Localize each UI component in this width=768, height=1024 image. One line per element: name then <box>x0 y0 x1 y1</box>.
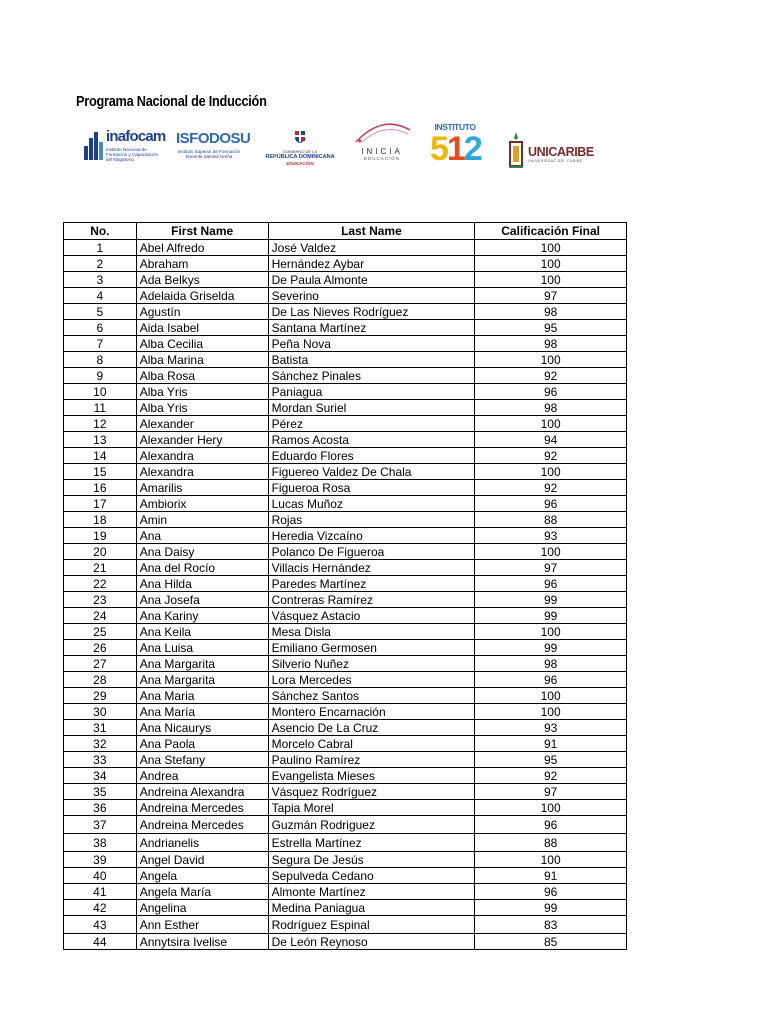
cell-first-name: Andreina Alexandra <box>136 784 268 800</box>
cell-first-name: Alba Yris <box>136 400 268 416</box>
cell-first-name: Agustín <box>136 304 268 320</box>
cell-first-name: Andrea <box>136 768 268 784</box>
rd-name: REPÚBLICA DOMINICANA <box>265 154 335 160</box>
cell-no: 25 <box>64 624 137 640</box>
table-row <box>64 336 627 352</box>
cell-first-name: Ana Paola <box>136 736 268 752</box>
table-row <box>64 384 627 400</box>
table-row <box>64 752 627 768</box>
isfodosu-name: ISFODOSU <box>176 130 251 147</box>
cell-last-name: Almonte Martínez <box>268 884 475 900</box>
cell-final-grade: 100 <box>475 852 627 868</box>
cell-last-name: Figueroa Rosa <box>268 480 475 496</box>
inicia-name: INICIA <box>361 147 403 156</box>
cell-first-name: Ana Kariny <box>136 608 268 624</box>
cell-final-grade: 95 <box>475 320 627 336</box>
table-row <box>64 256 627 272</box>
cell-no: 13 <box>64 432 137 448</box>
table-row <box>64 900 627 916</box>
cell-first-name: Alba Rosa <box>136 368 268 384</box>
cell-no: 26 <box>64 640 137 656</box>
table-row <box>64 868 627 884</box>
page-title: Programa Nacional de Inducción <box>76 94 267 110</box>
cell-final-grade: 91 <box>475 868 627 884</box>
instituto-512-digit-2: 2 <box>463 130 481 168</box>
cell-last-name: Contreras Ramírez <box>268 592 475 608</box>
table-row <box>64 816 627 834</box>
cell-last-name: Vásquez Rodríguez <box>268 784 475 800</box>
cell-no: 3 <box>64 272 137 288</box>
cell-first-name: Ana Margarita <box>136 656 268 672</box>
table-row <box>64 768 627 784</box>
cell-final-grade: 97 <box>475 288 627 304</box>
cell-final-grade: 99 <box>475 608 627 624</box>
cell-final-grade: 96 <box>475 576 627 592</box>
table-row <box>64 352 627 368</box>
table-row <box>64 736 627 752</box>
cell-last-name: Morcelo Cabral <box>268 736 475 752</box>
cell-last-name: Hernández Aybar <box>268 256 475 272</box>
table-row <box>64 512 627 528</box>
cell-first-name: Ana Luisa <box>136 640 268 656</box>
cell-first-name: Alba Marina <box>136 352 268 368</box>
cell-no: 19 <box>64 528 137 544</box>
rd-top-text: GOBIERNO DE LA <box>282 149 318 154</box>
table-body <box>64 240 627 950</box>
cell-final-grade: 85 <box>475 934 627 950</box>
cell-last-name: Santana Martínez <box>268 320 475 336</box>
cell-first-name: Alexander Hery <box>136 432 268 448</box>
cell-first-name: Abel Alfredo <box>136 240 268 256</box>
republica-dominicana-logo <box>264 128 336 172</box>
cell-first-name: Angela <box>136 868 268 884</box>
cell-no: 10 <box>64 384 137 400</box>
cell-no: 23 <box>64 592 137 608</box>
cell-last-name: De Las Nieves Rodríguez <box>268 304 475 320</box>
cell-first-name: Ann Esther <box>136 916 268 934</box>
cell-final-grade: 83 <box>475 916 627 934</box>
grades-table <box>63 222 627 950</box>
cell-no: 41 <box>64 884 137 900</box>
cell-no: 12 <box>64 416 137 432</box>
cell-first-name: Andreina Mercedes <box>136 816 268 834</box>
cell-last-name: Lora Mercedes <box>268 672 475 688</box>
cell-last-name: De León Reynoso <box>268 934 475 950</box>
table-row <box>64 560 627 576</box>
table-row <box>64 576 627 592</box>
cell-final-grade: 92 <box>475 368 627 384</box>
cell-final-grade: 100 <box>475 272 627 288</box>
table-header-row <box>64 223 627 240</box>
isfodosu-subtitle: Instituto Superior de Formación Docente Salomé Ureña <box>177 149 241 159</box>
cell-last-name: Paredes Martínez <box>268 576 475 592</box>
cell-last-name: Figuereo Valdez De Chala <box>268 464 475 480</box>
cell-first-name: Alba Cecilia <box>136 336 268 352</box>
table-row <box>64 834 627 852</box>
cell-no: 21 <box>64 560 137 576</box>
cell-first-name: Ana Keila <box>136 624 268 640</box>
table-row <box>64 672 627 688</box>
cell-no: 22 <box>64 576 137 592</box>
table-row <box>64 884 627 900</box>
cell-last-name: Evangelista Mieses <box>268 768 475 784</box>
table-row <box>64 720 627 736</box>
cell-final-grade: 95 <box>475 752 627 768</box>
cell-last-name: Polanco De Figueroa <box>268 544 475 560</box>
cell-no: 27 <box>64 656 137 672</box>
cell-final-grade: 88 <box>475 834 627 852</box>
cell-first-name: Ana María <box>136 704 268 720</box>
table-row <box>64 320 627 336</box>
cell-last-name: Medina Paniagua <box>268 900 475 916</box>
cell-no: 16 <box>64 480 137 496</box>
cell-last-name: Heredia Vizcaíno <box>268 528 475 544</box>
cell-last-name: Paulino Ramírez <box>268 752 475 768</box>
cell-no: 7 <box>64 336 137 352</box>
instituto-512-label: INSTITUTO <box>434 122 476 132</box>
cell-last-name: Montero Encarnación <box>268 704 475 720</box>
column-header-first-name: First Name <box>136 223 268 240</box>
cell-final-grade: 98 <box>475 304 627 320</box>
inafocam-subtitle: Instituto Nacional de Formación y Capacitación del Magisterio <box>106 147 159 162</box>
cell-no: 42 <box>64 900 137 916</box>
cell-no: 28 <box>64 672 137 688</box>
column-header-final-grade: Calificación Final <box>475 223 627 240</box>
cell-first-name: Andreina Mercedes <box>136 800 268 816</box>
cell-first-name: Ana Daisy <box>136 544 268 560</box>
cell-final-grade: 96 <box>475 884 627 900</box>
cell-no: 32 <box>64 736 137 752</box>
cell-final-grade: 96 <box>475 384 627 400</box>
cell-last-name: Eduardo Flores <box>268 448 475 464</box>
cell-final-grade: 92 <box>475 768 627 784</box>
cell-no: 18 <box>64 512 137 528</box>
cell-no: 15 <box>64 464 137 480</box>
cell-no: 4 <box>64 288 137 304</box>
instituto-512-number <box>430 132 480 166</box>
cell-first-name: Ana del Rocío <box>136 560 268 576</box>
table-row <box>64 916 627 934</box>
cell-final-grade: 96 <box>475 672 627 688</box>
unicaribe-name: UNICARIBE <box>528 145 594 159</box>
cell-no: 6 <box>64 320 137 336</box>
cell-first-name: Ana Stefany <box>136 752 268 768</box>
cell-final-grade: 98 <box>475 656 627 672</box>
cell-final-grade: 92 <box>475 448 627 464</box>
cell-last-name: Asencio De La Cruz <box>268 720 475 736</box>
cell-final-grade: 97 <box>475 560 627 576</box>
table-row <box>64 416 627 432</box>
cell-no: 29 <box>64 688 137 704</box>
cell-first-name: Ambiorix <box>136 496 268 512</box>
cell-no: 38 <box>64 834 137 852</box>
table-row <box>64 480 627 496</box>
cell-no: 43 <box>64 916 137 934</box>
cell-no: 30 <box>64 704 137 720</box>
cell-final-grade: 100 <box>475 704 627 720</box>
cell-final-grade: 98 <box>475 400 627 416</box>
column-header-last-name: Last Name <box>268 223 475 240</box>
cell-final-grade: 91 <box>475 736 627 752</box>
cell-first-name: Alba Yris <box>136 384 268 400</box>
table-row <box>64 624 627 640</box>
cell-last-name: Silverio Nuñez <box>268 656 475 672</box>
cell-first-name: Abraham <box>136 256 268 272</box>
cell-no: 14 <box>64 448 137 464</box>
cell-final-grade: 88 <box>475 512 627 528</box>
cell-first-name: Alexander <box>136 416 268 432</box>
table-row <box>64 656 627 672</box>
cell-no: 33 <box>64 752 137 768</box>
cell-last-name: Segura De Jesús <box>268 852 475 868</box>
cell-last-name: Estrella Martínez <box>268 834 475 852</box>
table-row <box>64 400 627 416</box>
cell-no: 9 <box>64 368 137 384</box>
cell-last-name: Sánchez Santos <box>268 688 475 704</box>
cell-no: 37 <box>64 816 137 834</box>
cell-last-name: Sánchez Pinales <box>268 368 475 384</box>
cell-final-grade: 99 <box>475 592 627 608</box>
inicia-logo <box>350 120 414 166</box>
cell-final-grade: 100 <box>475 464 627 480</box>
cell-first-name: Ana Josefa <box>136 592 268 608</box>
cell-last-name: Rodríguez Espinal <box>268 916 475 934</box>
cell-last-name: Tapia Morel <box>268 800 475 816</box>
cell-last-name: Guzmán Rodriguez <box>268 816 475 834</box>
table-row <box>64 704 627 720</box>
cell-final-grade: 92 <box>475 480 627 496</box>
cell-final-grade: 99 <box>475 640 627 656</box>
cell-final-grade: 100 <box>475 256 627 272</box>
cell-final-grade: 100 <box>475 624 627 640</box>
table-row <box>64 368 627 384</box>
cell-no: 24 <box>64 608 137 624</box>
cell-first-name: Ana Maria <box>136 688 268 704</box>
table-row <box>64 528 627 544</box>
isfodosu-logo <box>176 130 251 172</box>
cell-no: 35 <box>64 784 137 800</box>
cell-first-name: Ana Margarita <box>136 672 268 688</box>
cell-no: 11 <box>64 400 137 416</box>
coat-of-arms-icon <box>292 128 308 144</box>
table-row <box>64 464 627 480</box>
cell-first-name: Alexandra <box>136 464 268 480</box>
inafocam-bars-icon <box>84 132 102 160</box>
cell-final-grade: 100 <box>475 416 627 432</box>
cell-first-name: Alexandra <box>136 448 268 464</box>
cell-last-name: De Paula Almonte <box>268 272 475 288</box>
cell-first-name: Amarilis <box>136 480 268 496</box>
table-row <box>64 304 627 320</box>
cell-first-name: Andrianelis <box>136 834 268 852</box>
table-row <box>64 272 627 288</box>
cell-first-name: Angela María <box>136 884 268 900</box>
table-row <box>64 288 627 304</box>
cell-no: 5 <box>64 304 137 320</box>
cell-no: 34 <box>64 768 137 784</box>
inicia-arc-icon <box>352 120 412 144</box>
unicaribe-emblem-icon <box>508 130 524 170</box>
cell-no: 17 <box>64 496 137 512</box>
rd-education: EDUCACIÓN <box>286 161 314 166</box>
cell-last-name: Sepulveda Cedano <box>268 868 475 884</box>
cell-last-name: Batista <box>268 352 475 368</box>
cell-last-name: Peña Nova <box>268 336 475 352</box>
cell-last-name: Mordan Suriel <box>268 400 475 416</box>
table-row <box>64 608 627 624</box>
cell-no: 2 <box>64 256 137 272</box>
table-row <box>64 784 627 800</box>
cell-no: 8 <box>64 352 137 368</box>
cell-final-grade: 93 <box>475 528 627 544</box>
cell-final-grade: 94 <box>475 432 627 448</box>
cell-final-grade: 100 <box>475 688 627 704</box>
cell-no: 40 <box>64 868 137 884</box>
cell-last-name: Ramos Acosta <box>268 432 475 448</box>
cell-first-name: Adelaida Griselda <box>136 288 268 304</box>
cell-last-name: Paniagua <box>268 384 475 400</box>
cell-final-grade: 98 <box>475 336 627 352</box>
instituto-512-logo <box>430 122 480 176</box>
table-row <box>64 800 627 816</box>
cell-last-name: Lucas Muñoz <box>268 496 475 512</box>
unicaribe-subtitle: UNIVERSIDAD DEL CARIBE <box>528 159 583 163</box>
table-row <box>64 688 627 704</box>
cell-final-grade: 100 <box>475 240 627 256</box>
cell-last-name: Vásquez Astacio <box>268 608 475 624</box>
cell-no: 31 <box>64 720 137 736</box>
cell-last-name: Severino <box>268 288 475 304</box>
table-row <box>64 240 627 256</box>
cell-first-name: Ana Hilda <box>136 576 268 592</box>
cell-first-name: Ana Nicaurys <box>136 720 268 736</box>
cell-no: 39 <box>64 852 137 868</box>
table-row <box>64 640 627 656</box>
cell-final-grade: 96 <box>475 496 627 512</box>
cell-final-grade: 96 <box>475 816 627 834</box>
cell-final-grade: 93 <box>475 720 627 736</box>
cell-last-name: Pérez <box>268 416 475 432</box>
table-row <box>64 432 627 448</box>
cell-last-name: José Valdez <box>268 240 475 256</box>
table-row <box>64 448 627 464</box>
cell-first-name: Annytsira Ivelise <box>136 934 268 950</box>
cell-first-name: Angel David <box>136 852 268 868</box>
cell-final-grade: 99 <box>475 900 627 916</box>
cell-first-name: Ada Belkys <box>136 272 268 288</box>
cell-last-name: Rojas <box>268 512 475 528</box>
cell-first-name: Aida Isabel <box>136 320 268 336</box>
instituto-512-digit-5: 5 <box>430 130 447 168</box>
cell-no: 20 <box>64 544 137 560</box>
cell-last-name: Mesa Disla <box>268 624 475 640</box>
cell-no: 1 <box>64 240 137 256</box>
cell-first-name: Angelina <box>136 900 268 916</box>
cell-no: 36 <box>64 800 137 816</box>
table-row <box>64 544 627 560</box>
table-row <box>64 496 627 512</box>
cell-first-name: Amin <box>136 512 268 528</box>
inicia-subtitle: EDUCACIÓN <box>363 156 400 161</box>
cell-last-name: Villacis Hernández <box>268 560 475 576</box>
table-row <box>64 852 627 868</box>
column-header-no: No. <box>64 223 137 240</box>
cell-final-grade: 100 <box>475 352 627 368</box>
table-row <box>64 934 627 950</box>
inafocam-logo <box>84 126 166 166</box>
cell-last-name: Emiliano Germosen <box>268 640 475 656</box>
cell-final-grade: 100 <box>475 800 627 816</box>
instituto-512-digit-1: 1 <box>446 130 464 168</box>
cell-final-grade: 97 <box>475 784 627 800</box>
cell-first-name: Ana <box>136 528 268 544</box>
table-row <box>64 592 627 608</box>
unicaribe-logo <box>508 128 594 172</box>
inafocam-name: inafocam <box>106 128 166 145</box>
cell-no: 44 <box>64 934 137 950</box>
cell-final-grade: 100 <box>475 544 627 560</box>
